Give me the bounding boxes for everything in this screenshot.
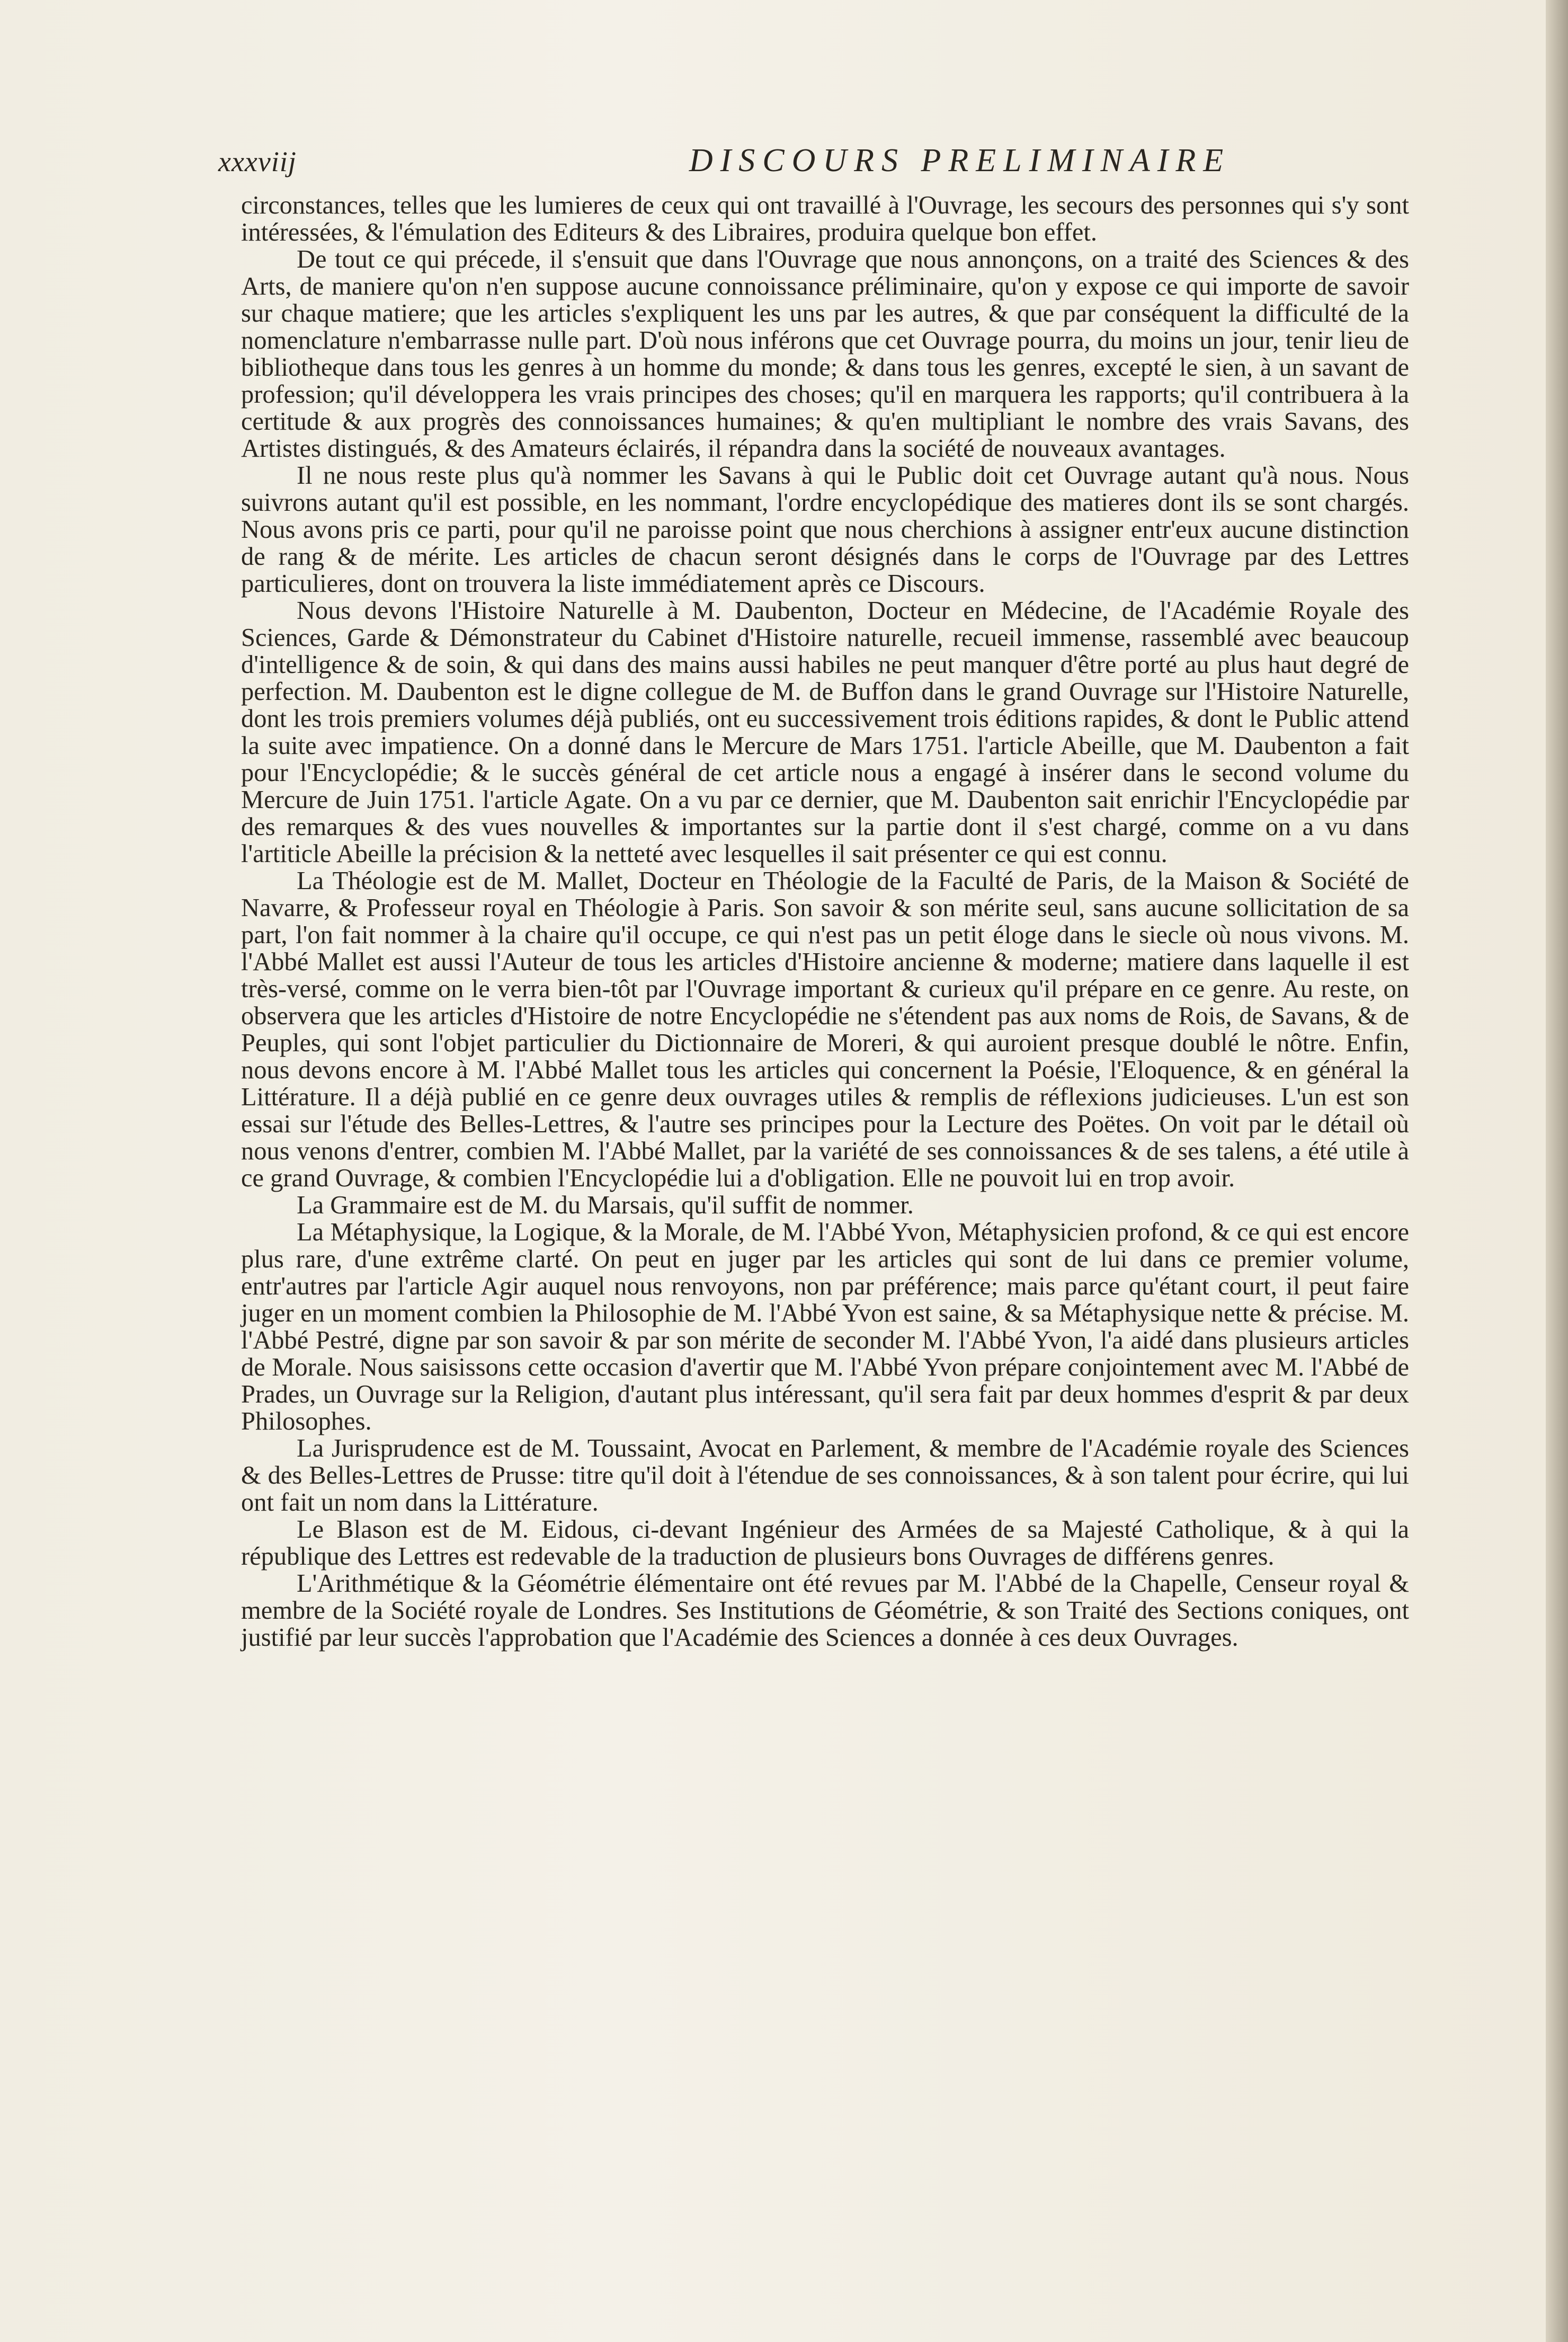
paragraph: circonstances, telles que les lumieres de ceux qui ont travaillé à l'Ouvrage, les secours des personnes qui s'y sont intéressées, & l'émulation des Editeurs & des Libraires, produira quelque bon effet. — [241, 191, 1409, 246]
page-number: xxxviij — [218, 146, 297, 178]
paragraph: La Théologie est de M. Mallet, Docteur en Théologie de la Faculté de Paris, de la Maison & Société de Navarre, & Professeur royal en Théologie à Paris. Son savoir & son mérite seul, sans aucune sollicitation de sa part, l'on fait nommer à la chaire qu'il occupe, ce qui n'est pas un petit éloge dans le siecle où nous vivons. M. l'Abbé Mallet est aussi l'Auteur de tous les articles d'Histoire ancienne & moderne; matiere dans laquelle il est très-versé, comme on le verra bien-tôt par l'Ouvrage important & curieux qu'il prépare en ce genre. Au reste, on observera que les articles d'Histoire de notre Encyclopédie ne s'étendent pas aux noms de Rois, de Savans, & de Peuples, qui sont l'objet particulier du Dictionnaire de Moreri, & qui auroient presque doublé le nôtre. Enfin, nous devons encore à M. l'Abbé Mallet tous les articles qui concernent la Poésie, l'Eloquence, & en général la Littérature. Il a déjà publié en ce genre deux ouvrages utiles & remplis de réflexions judicieuses. L'un est son essai sur l'étude des Belles-Lettres, & l'autre ses principes pour la Lecture des Poëtes. On voit par le détail où nous venons d'entrer, combien M. l'Abbé Mallet, par la variété de ses connoissances & de ses talens, a été utile à ce grand Ouvrage, & combien l'Encyclopédie lui a d'obligation. Elle ne pouvoit lui en trop avoir. — [241, 867, 1409, 1192]
paragraph: Le Blason est de M. Eidous, ci-devant Ingénieur des Armées de sa Majesté Catholique, & à qui la république des Lettres est redevable de la traduction de plusieurs bons Ouvrages de différens genres. — [241, 1515, 1409, 1571]
body-text — [241, 192, 1409, 1651]
page-edge — [1546, 0, 1568, 2342]
paragraph: De tout ce qui précede, il s'ensuit que dans l'Ouvrage que nous annonçons, on a traité des Sciences & des Arts, de maniere qu'on n'en suppose aucune connoissance préliminaire, qu'on y expose ce qui importe de savoir sur chaque matiere; que les articles s'expliquent les uns par les autres, & que par conséquent la difficulté de la nomenclature n'embarrasse nulle part. D'où nous inférons que cet Ouvrage pourra, du moins un jour, tenir lieu de bibliotheque dans tous les genres à un homme du monde; & dans tous les genres, excepté le sien, à un savant de profession; qu'il développera les vrais principes des choses; qu'il en marquera les rapports; qu'il contribuera à la certitude & aux progrès des connoissances humaines; & qu'en multipliant le nombre des vrais Savans, des Artistes distingués, & des Amateurs éclairés, il répandra dans la société de nouveaux avantages. — [241, 245, 1409, 463]
paragraph: La Jurisprudence est de M. Toussaint, Avocat en Parlement, & membre de l'Académie royale des Sciences & des Belles-Lettres de Prusse: titre qu'il doit à l'étendue de ses connoissances, & à son talent pour écrire, qui lui ont fait un nom dans la Littérature. — [241, 1434, 1409, 1516]
paragraph: L'Arithmétique & la Géométrie élémentaire ont été revues par M. l'Abbé de la Chapelle, Censeur royal & membre de la Société royale de Londres. Ses Institutions de Géométrie, & son Traité des Sections coniques, ont justifié par leur succès l'approbation que l'Académie des Sciences a donnée à ces deux Ouvrages. — [241, 1569, 1409, 1652]
running-title: DISCOURS PRELIMINAIRE — [689, 143, 1231, 179]
paragraph: La Métaphysique, la Logique, & la Morale, de M. l'Abbé Yvon, Métaphysicien profond, & ce qui est encore plus rare, d'une extrême clarté. On peut en juger par les articles qui sont de lui dans ce premier volume, entr'autres par l'article Agir auquel nous renvoyons, non par préférence; mais parce qu'étant court, il peut faire juger en un moment combien la Philosophie de M. l'Abbé Yvon est saine, & sa Métaphysique nette & précise. M. l'Abbé Pestré, digne par son savoir & par son mérite de seconder M. l'Abbé Yvon, l'a aidé dans plusieurs articles de Morale. Nous saisissons cette occasion d'avertir que M. l'Abbé Yvon prépare conjointement avec M. l'Abbé de Prades, un Ouvrage sur la Religion, d'autant plus intéressant, qu'il sera fait par deux hommes d'esprit & par deux Philosophes. — [241, 1218, 1409, 1435]
paragraph: Nous devons l'Histoire Naturelle à M. Daubenton, Docteur en Médecine, de l'Académie Royale des Sciences, Garde & Démonstrateur du Cabinet d'Histoire naturelle, recueil immense, rassemblé avec beaucoup d'intelligence & de soin, & qui dans des mains aussi habiles ne peut manquer d'être porté au plus haut degré de perfection. M. Daubenton est le digne collegue de M. de Buffon dans le grand Ouvrage sur l'Histoire Naturelle, dont les trois premiers volumes déjà publiés, ont eu successivement trois éditions rapides, & dont le Public attend la suite avec impatience. On a donné dans le Mercure de Mars 1751. l'article Abeille, que M. Daubenton a fait pour l'Encyclopédie; & le succès général de cet article nous a engagé à insérer dans le second volume du Mercure de Juin 1751. l'article Agate. On a vu par ce dernier, que M. Daubenton sait enrichir l'Encyclopédie par des remarques & des vues nouvelles & importantes sur la partie dont il s'est chargé, comme on a vu dans l'artiticle Abeille la précision & la netteté avec lesquelles il sait présenter ce qui est connu. — [241, 597, 1409, 868]
paragraph: Il ne nous reste plus qu'à nommer les Savans à qui le Public doit cet Ouvrage autant qu'à nous. Nous suivrons autant qu'il est possible, en les nommant, l'ordre encyclopédique des matieres dont ils se sont chargés. Nous avons pris ce parti, pour qu'il ne paroisse point que nous cherchions à assigner entr'eux aucune distinction de rang & de mérite. Les articles de chacun seront désignés dans le corps de l'Ouvrage par des Lettres particulieres, dont on trouvera la liste immédiatement après ce Discours. — [241, 462, 1409, 598]
page-header — [218, 142, 1410, 190]
paragraph: La Grammaire est de M. du Marsais, qu'il suffit de nommer. — [297, 1191, 914, 1219]
